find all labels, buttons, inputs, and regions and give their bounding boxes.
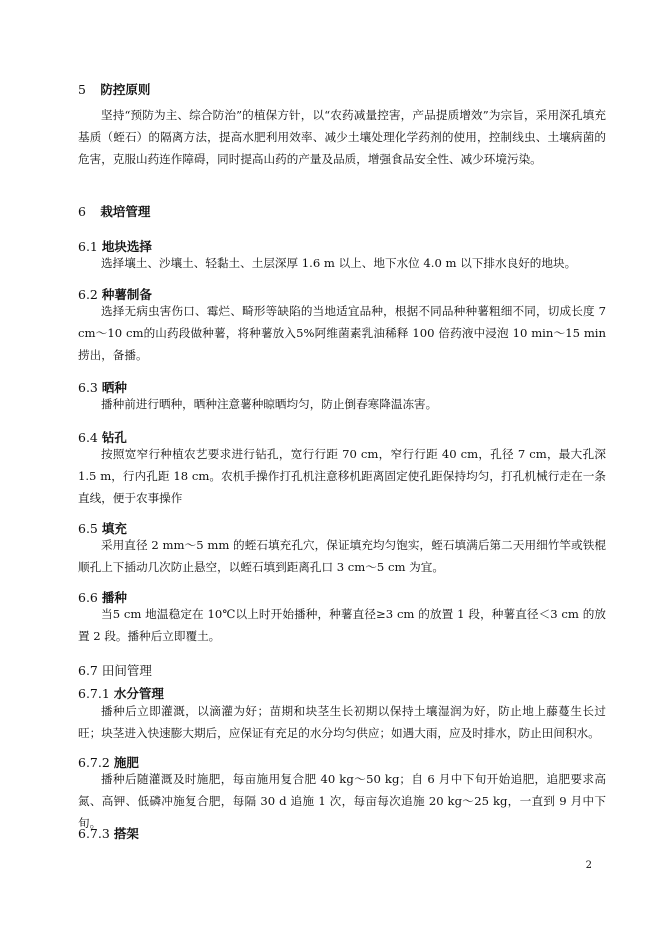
section-number: 6.2 [78, 287, 98, 302]
section-6-5-text: 采用直径 2 mm～5 mm 的蛭石填充孔穴，保证填充均匀饱实，蛭石填满后第二天用细竹竿或铁棍顺孔上下插动几次防止悬空，以蛭石填到距离孔口 3 cm～5 cm 为宜。 [78, 538, 606, 574]
section-number: 6.6 [78, 590, 98, 605]
section-title: 搭架 [113, 826, 139, 841]
section-6-2-text: 选择无病虫害伤口、霉烂、畸形等缺陷的当地适宜品种，根据不同品种种薯粗细不同，切成长度 7 cm～10 cm的山药段做种薯，将种薯放入5%阿维菌素乳油稀释 100 倍药液中浸泡 10 min～15 min捞出，备播。 [78, 304, 606, 362]
section-6-7-2-text: 播种后随灌溉及时施肥，每亩施用复合肥 40 kg～50 kg；自 6 月中下旬开始追肥，追肥要求高氮、高钾、低磷冲施复合肥，每隔 30 d 追施 1 次，每亩每次追施 20 kg～25 kg，一直到 9 月中下旬。 [78, 772, 606, 830]
section-6-1-text: 选择壤土、沙壤土、轻黏土、土层深厚 1.6 m 以上、地下水位 4.0 m 以下排水良好的地块。 [101, 256, 577, 270]
section-title: 防控原则 [100, 82, 151, 97]
section-title: 填充 [101, 521, 127, 536]
section-title: 种薯制备 [101, 287, 152, 302]
section-6-3-text: 播种前进行晒种，晒种注意薯种晾晒均匀，防止倒春寒降温冻害。 [101, 397, 438, 411]
section-6-4-text: 按照宽窄行种植农艺要求进行钻孔，宽行行距 70 cm，窄行行距 40 cm，孔径 7 cm，最大孔深 1.5 m，行内孔距 18 cm。农机手操作打孔机注意移机距离固定使孔距保持均匀，打孔机械行走在一条直线，便于农事操作 [78, 447, 606, 505]
section-title: 播种 [101, 590, 127, 605]
page-number: 2 [585, 860, 592, 871]
section-6-heading [78, 202, 150, 220]
section-number: 6.4 [78, 430, 98, 445]
section-title: 晒种 [101, 380, 127, 395]
section-number: 6.7.3 [78, 826, 110, 841]
section-6-7-1-text: 播种后立即灌溉，以滴灌为好；苗期和块茎生长初期以保持土壤湿润为好，防止地上藤蔓生长过旺；块茎进入快速膨大期后，应保证有充足的水分均匀供应；如遇大雨，应及时排水，防止田间积水。 [78, 704, 606, 740]
section-6-6-text: 当5 cm 地温稳定在 10℃以上时开始播种，种薯直径≥3 cm 的放置 1 段，种薯直径＜3 cm 的放置 2 段。播种后立即覆土。 [78, 607, 606, 643]
section-title: 水分管理 [113, 686, 164, 701]
section-6-7-heading [78, 661, 152, 679]
section-5-text: 坚持“预防为主、综合防治”的植保方针，以“农药减量控害，产品提质增效”为宗旨，采用深孔填充基质（蛭石）的隔离方法，提高水肥利用效率、减少土壤处理化学药剂的使用，控制线虫、土壤病菌的危害，克服山药连作障碍，同时提高山药的产量及品质，增强食品安全性、减少环境污染。 [78, 108, 606, 166]
section-title: 田间管理 [101, 663, 152, 678]
section-title: 地块选择 [101, 239, 152, 254]
section-title: 栽培管理 [100, 204, 151, 219]
section-number: 6.1 [78, 239, 98, 254]
section-6-7-3-heading [78, 824, 139, 842]
section-number: 6.7.2 [78, 755, 110, 770]
section-number: 6.7 [78, 663, 98, 678]
section-5-heading [78, 80, 150, 98]
section-number: 6.7.1 [78, 686, 110, 701]
section-title: 施肥 [113, 755, 139, 770]
section-number: 6.5 [78, 521, 98, 536]
section-title: 钻孔 [101, 430, 127, 445]
section-number: 6 [78, 204, 86, 219]
section-number: 6.3 [78, 380, 98, 395]
section-number: 5 [78, 82, 86, 97]
